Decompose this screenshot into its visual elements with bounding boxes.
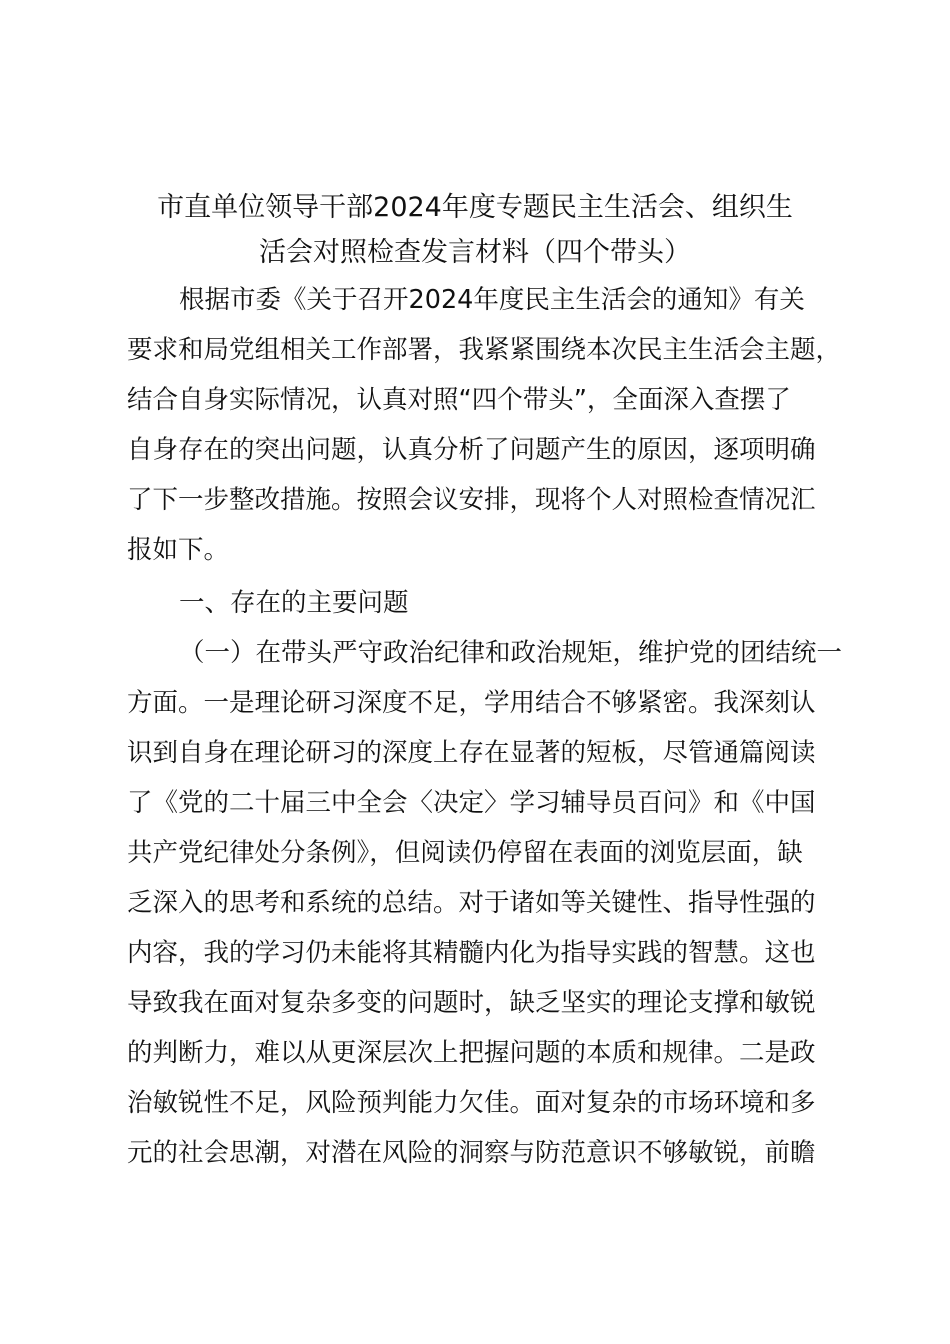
paragraph-line: 治敏锐性不足，风险预判能力欠佳。面对复杂的市场环境和多: [127, 1088, 816, 1118]
paragraph-line: （一）在带头严守政治纪律和政治规矩，维护党的团结统一: [179, 638, 843, 668]
paragraph-line: 了《党的二十届三中全会〈决定〉学习辅导员百问》和《中国: [127, 788, 816, 818]
paragraph-line: 根据市委《关于召开2024年度民主生活会的通知》有关: [179, 285, 805, 315]
paragraph-line: 结合自身实际情况，认真对照“四个带头”，全面深入查摆了: [127, 385, 791, 415]
paragraph-line: 乏深入的思考和系统的总结。对于诸如等关键性、指导性强的: [127, 888, 816, 918]
paragraph-line: 共产党纪律处分条例》，但阅读仍停留在表面的浏览层面，缺: [127, 838, 803, 868]
title-line-1: 市直单位领导干部2024年度专题民主生活会、组织生: [157, 192, 793, 223]
paragraph-line: 内容，我的学习仍未能将其精髓内化为指导实践的智慧。这也: [127, 938, 816, 968]
paragraph-line: 要求和局党组相关工作部署，我紧紧围绕本次民主生活会主题，: [127, 335, 842, 365]
section-heading: 一、存在的主要问题: [179, 588, 409, 618]
paragraph-line: 元的社会思潮，对潜在风险的洞察与防范意识不够敏锐，前瞻: [127, 1138, 816, 1168]
title-line-2: 活会对照检查发言材料（四个带头）: [259, 237, 691, 268]
paragraph-line: 报如下。: [127, 535, 230, 565]
paragraph-line: 的判断力，难以从更深层次上把握问题的本质和规律。二是政: [127, 1038, 816, 1068]
document-title: [100, 185, 850, 275]
paragraph-line: 方面。一是理论研习深度不足，学用结合不够紧密。我深刻认: [127, 688, 816, 718]
paragraph-line: 自身存在的突出问题，认真分析了问题产生的原因，逐项明确: [127, 435, 816, 465]
paragraph-line: 导致我在面对复杂多变的问题时，缺乏坚实的理论支撑和敏锐: [127, 988, 816, 1018]
paragraph-line: 了下一步整改措施。按照会议安排，现将个人对照检查情况汇: [127, 485, 816, 515]
paragraph-line: 识到自身在理论研习的深度上存在显著的短板，尽管通篇阅读: [127, 738, 816, 768]
